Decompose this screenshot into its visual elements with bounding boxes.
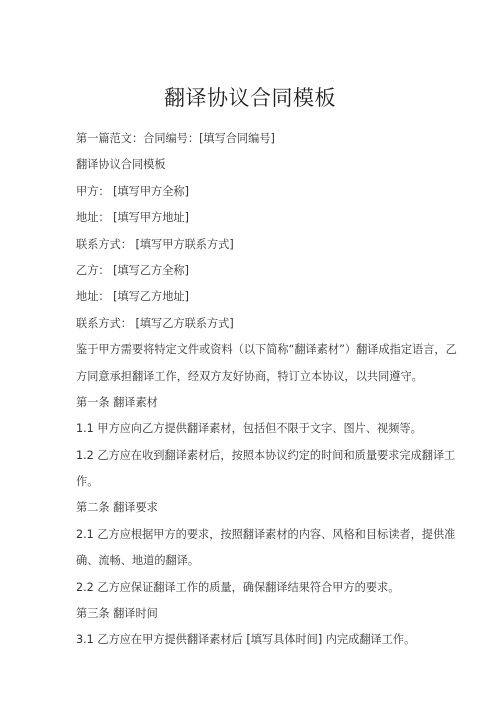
line-clause-2-1: 2.1 乙方应根据甲方的要求，按照翻译素材的内容、风格和目标读者，提供准 [76,527,456,541]
document-body [76,126,457,654]
line-clause-1-1: 1.1 甲方应向乙方提供翻译素材，包括但不限于文字、图片、视频等。 [76,422,422,436]
document-title: 翻译协议合同模板 [164,86,336,110]
line-clause-2-2: 2.2 乙方应保证翻译工作的质量，确保翻译结果符合甲方的要求。 [76,580,400,594]
line-party-b-address: 地址： [填写乙方地址] [76,290,189,304]
line-clause-2-1-cont: 确、流畅、地道的翻译。 [76,554,200,568]
line-article-1-heading: 第一条 翻译素材 [76,395,158,409]
line-clause-1-2-cont: 作。 [76,475,99,489]
line-preamble-2: 方同意承担翻译工作，经双方友好协商，特订立本协议，以共同遵守。 [76,369,423,383]
line-preamble-1: 鉴于甲方需要将特定文件或资料（以下简称“翻译素材”）翻译成指定语言，乙 [76,343,457,357]
line-party-a-address: 地址： [填写甲方地址] [76,211,189,225]
line-party-b-name: 乙方： [填写乙方全称] [76,263,189,277]
line-party-a-contact: 联系方式： [填写甲方联系方式] [76,237,234,251]
line-subtitle: 翻译协议合同模板 [76,158,166,172]
line-clause-1-2: 1.2 乙方应在收到翻译素材后，按照本协议约定的时间和质量要求完成翻译工 [76,448,456,462]
line-party-b-contact: 联系方式： [填写乙方联系方式] [76,316,234,330]
line-contract-number: 第一篇范文：合同编号：[填写合同编号] [76,132,275,145]
line-party-a-name: 甲方： [填写甲方全称] [76,184,189,198]
line-clause-3-1: 3.1 乙方应在甲方提供翻译素材后 [填写具体时间] 内完成翻译工作。 [76,633,416,647]
line-article-2-heading: 第二条 翻译要求 [76,501,158,515]
line-article-3-heading: 第三条 翻译时间 [76,607,158,621]
